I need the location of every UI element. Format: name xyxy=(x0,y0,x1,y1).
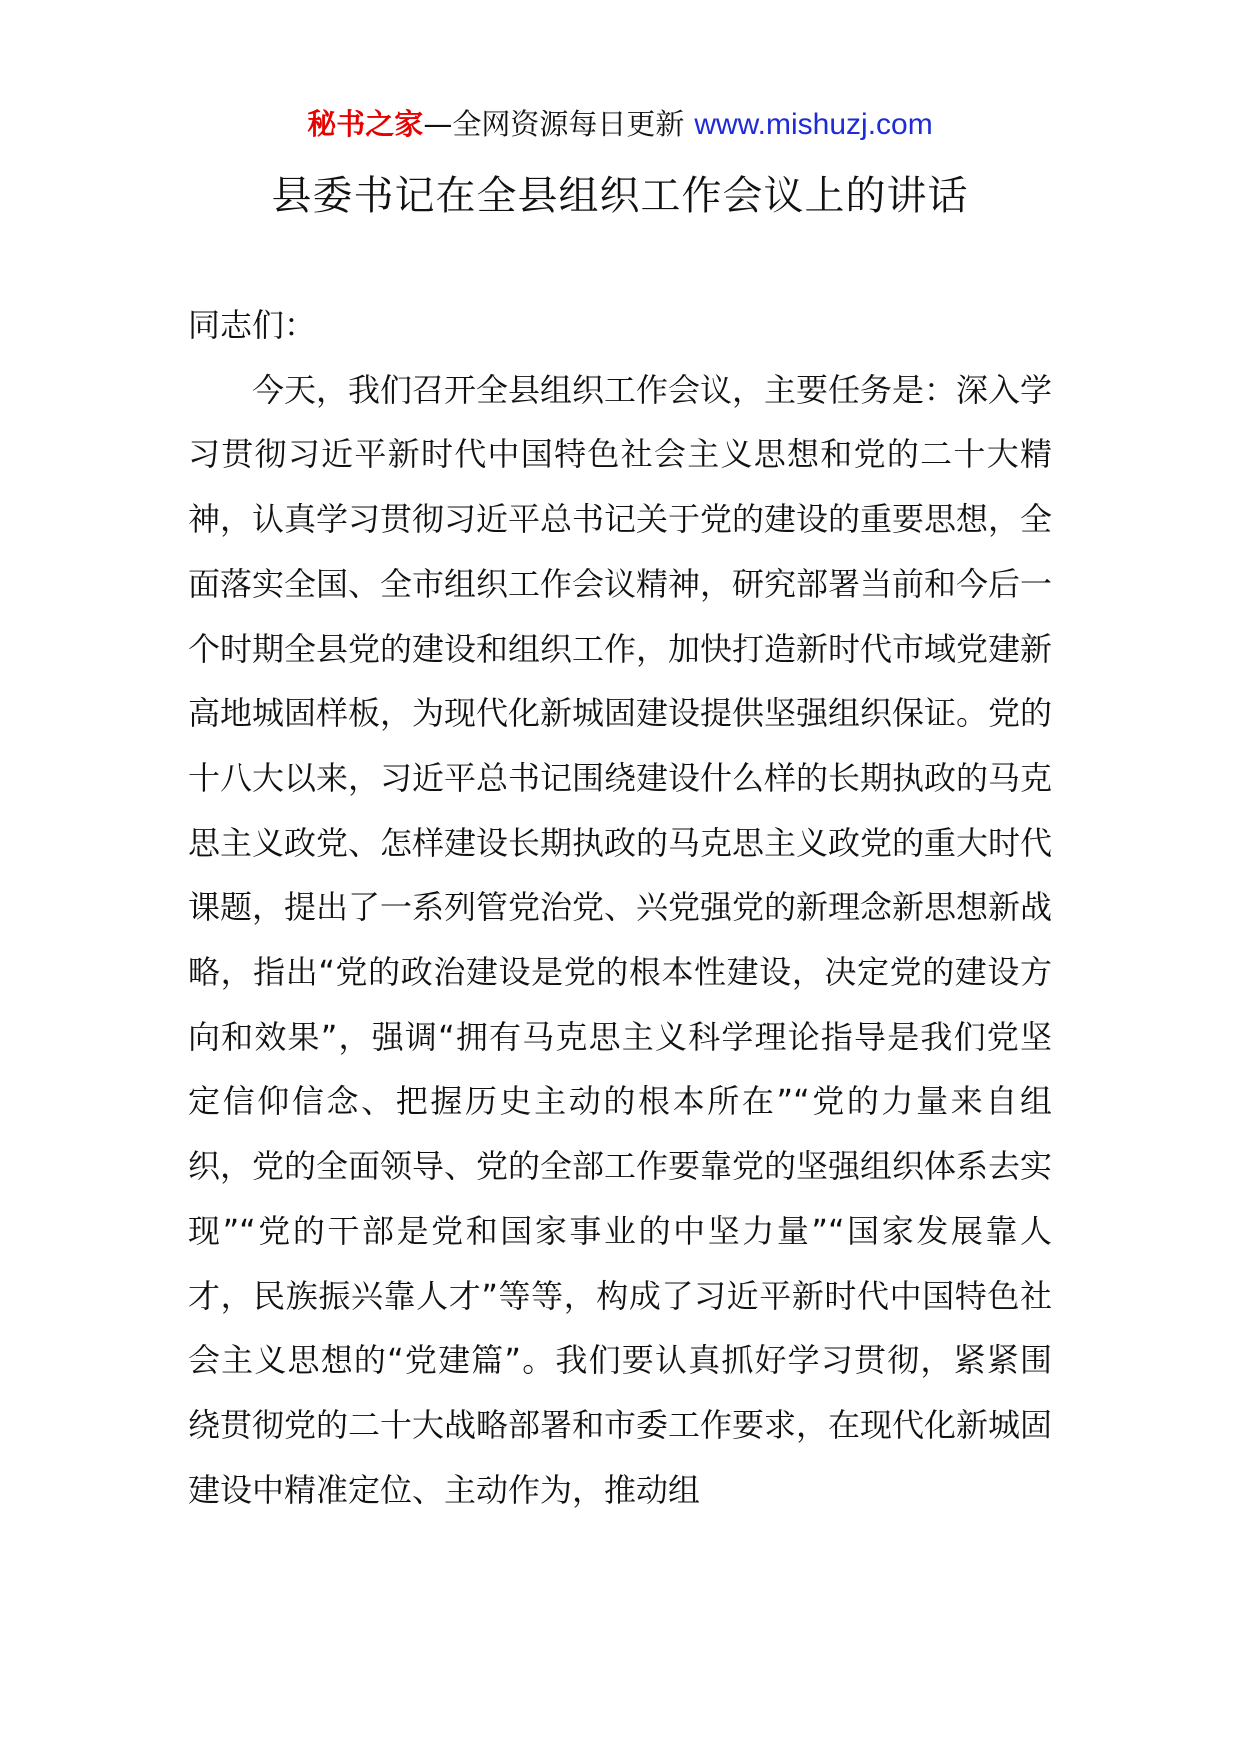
site-name: 秘书之家 xyxy=(307,107,424,141)
site-url-link[interactable]: www.mishuzj.com xyxy=(694,108,933,141)
document-title: 县委书记在全县组织工作会议上的讲话 xyxy=(271,173,969,219)
document-body xyxy=(188,293,1052,1522)
body-paragraph: 今天，我们召开全县组织工作会议，主要任务是：深入学习贯彻习近平新时代中国特色社会主义思想和党的二十大精神，认真学习贯彻习近平总书记关于党的建设的重要思想，全面落实全国、全市组织工作会议精神，研究部署当前和今后一个时期全县党的建设和组织工作，加快打造新时代市域党建新高地城固样板，为现代化新城固建设提供坚强组织保证。党的十八大以来，习近平总书记围绕建设什么样的长期执政的马克思主义政党、怎样建设长期执政的马克思主义政党的重大时代课题，提出了一系列管党治党、兴党强党的新理念新思想新战略，指出“党的政治建设是党的根本性建设，决定党的建设方向和效果”，强调“拥有马克思主义科学理论指导是我们党坚定信仰信念、把握历史主动的根本所在”“党的力量来自组织，党的全面领导、党的全部工作要靠党的坚强组织体系去实现”“党的干部是党和国家事业的中坚力量”“国家发展靠人才，民族振兴靠人才”等等，构成了习近平新时代中国特色社会主义思想的“党建篇”。我们要认真抓好学习贯彻，紧紧围绕贯彻党的二十大战略部署和市委工作要求，在现代化新城固建设中精准定位、主动作为，推动组 xyxy=(188,370,1053,1509)
salutation: 同志们： xyxy=(188,306,317,344)
site-banner xyxy=(0,104,1240,145)
site-tagline: —全网资源每日更新 xyxy=(423,107,685,141)
